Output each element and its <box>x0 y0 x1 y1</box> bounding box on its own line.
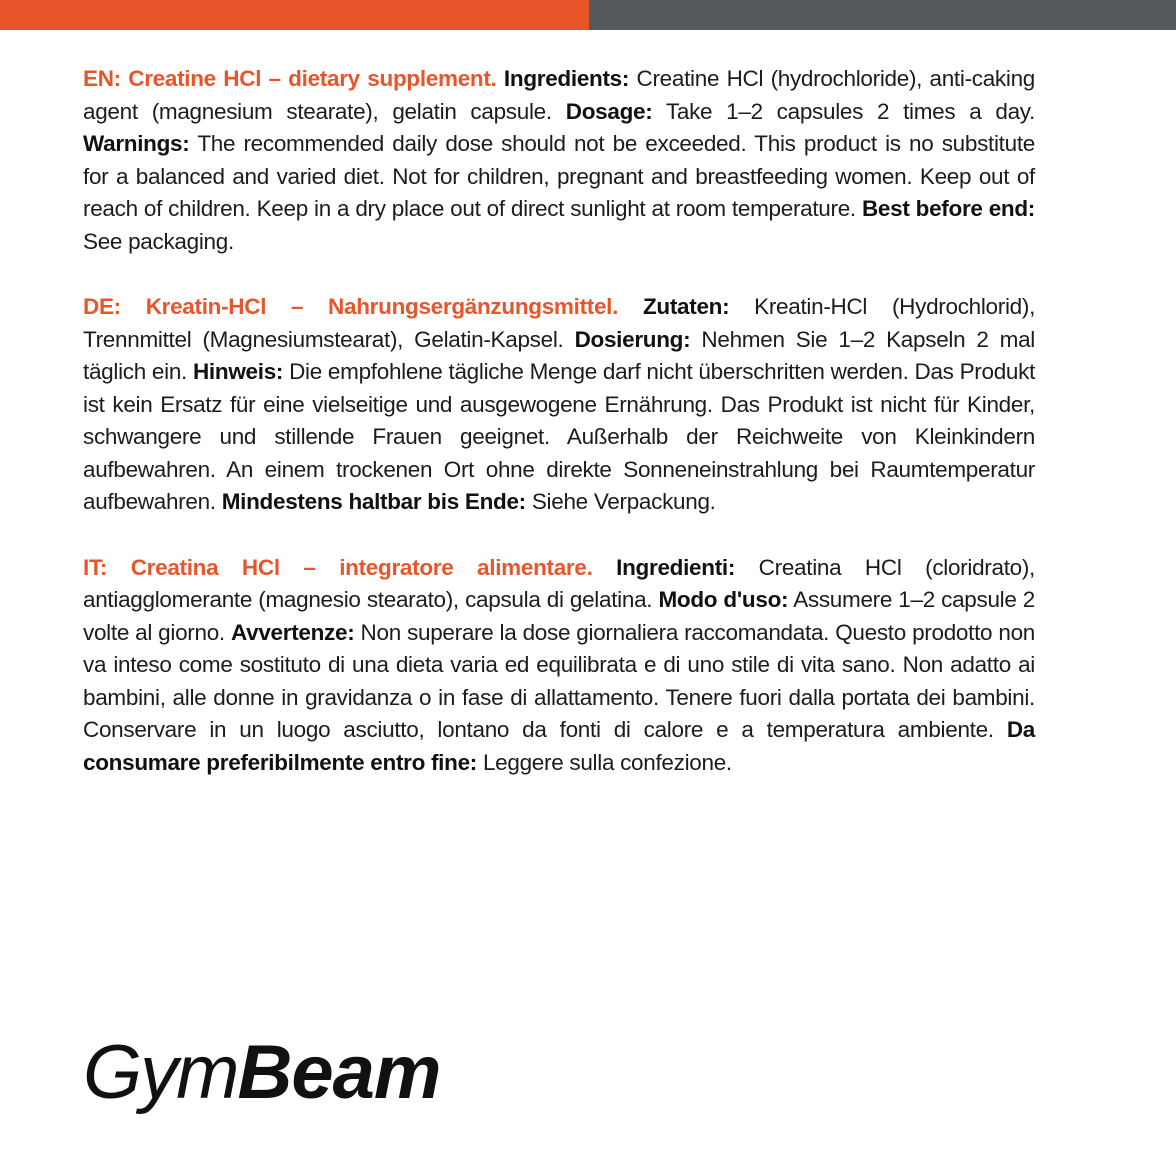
dosage-text: Nehmen Sie 1–2 Kapseln 2 mal täglich ein. <box>83 326 1036 384</box>
section-heading: DE: Kreatin-HCl – Nahrungsergänzungsmittel. <box>83 294 619 319</box>
section-it <box>83 552 1035 780</box>
best-before-label: Da consumare preferibilmente entro fine: <box>83 717 1035 775</box>
ingredients-label: Ingredients: <box>503 66 630 91</box>
section-heading: IT: Creatina HCl – integratore alimentare. <box>83 554 593 580</box>
ingredients-label: Ingredienti: <box>616 554 736 580</box>
ingredients-text: Creatina HCl (cloridrato), antiagglomerante (magnesio stearato), capsula di gelatina. <box>83 554 1035 612</box>
warnings-text: The recommended daily dose should not be exceeded. This product is no substitute for a balanced and varied diet. Not for children, pregnant and breastfeeding women. Keep out of reach of children. Keep in a dry place out of direct sunlight at room temperature. <box>83 131 1036 221</box>
warnings-label: Hinweis: <box>192 359 284 384</box>
gymbeam-logo <box>83 1030 440 1116</box>
warnings-text: Non superare la dose giornaliera raccomandata. Questo prodotto non va inteso come sostituto di una dieta varia ed equilibrata e di uno stile di vita sano. Non adatto ai bambini, alle donne in gravidanza o in fase di allattamento. Tenere fuori dalla portata dei bambini. Conservare in un luogo asciutto, lontano da fonti di calore e a temperatura ambiente. <box>83 619 1036 742</box>
dosage-label: Dosierung: <box>574 326 691 352</box>
dosage-label: Modo d'uso: <box>658 587 789 612</box>
warnings-label: Avvertenze: <box>231 619 355 645</box>
best-before-text: Siehe Verpackung. <box>531 489 716 514</box>
top-bar-gray-segment <box>589 0 1176 30</box>
ingredients-text: Creatine HCl (hydrochloride), anti-caking agent (magnesium stearate), gelatin capsule. <box>83 66 1036 124</box>
warnings-label: Warnings: <box>83 131 190 156</box>
best-before-text: Leggere sulla confezione. <box>482 749 732 775</box>
best-before-label: Mindestens haltbar bis Ende: <box>221 489 526 514</box>
top-bar-orange-segment <box>0 0 589 30</box>
section-heading: EN: Creatine HCl – dietary supplement. <box>83 66 497 91</box>
dosage-text: Take 1–2 capsules 2 times a day. <box>665 98 1036 124</box>
top-color-bar <box>0 0 1176 30</box>
label-text-content <box>83 63 1035 812</box>
section-en <box>83 63 1035 258</box>
logo-part-beam: Beam <box>237 1030 441 1115</box>
dosage-text: Assumere 1–2 capsule 2 volte al giorno. <box>83 587 1036 645</box>
best-before-label: Best before end: <box>861 196 1036 221</box>
ingredients-text: Kreatin-HCl (Hydrochlorid), Trennmittel (Magnesiumstearat), Gelatin-Kapsel. <box>83 294 1036 352</box>
best-before-text: See packaging. <box>83 228 234 254</box>
warnings-text: Die empfohlene tägliche Menge darf nicht überschritten werden. Das Produkt ist kein Ersatz für eine vielseitige und ausgewogene Ernährung. Das Produkt ist nicht für Kinder, schwangere und stillende Frauen geeignet. Außerhalb der Reichweite von Kleinkindern aufbewahren. An einem trockenen Ort ohne direkte Sonneneinstrahlung bei Raumtemperatur aufbewahren. <box>83 359 1036 514</box>
logo-part-gym: Gym <box>83 1030 238 1115</box>
dosage-label: Dosage: <box>565 98 653 124</box>
ingredients-label: Zutaten: <box>642 294 730 319</box>
section-de <box>83 291 1035 519</box>
